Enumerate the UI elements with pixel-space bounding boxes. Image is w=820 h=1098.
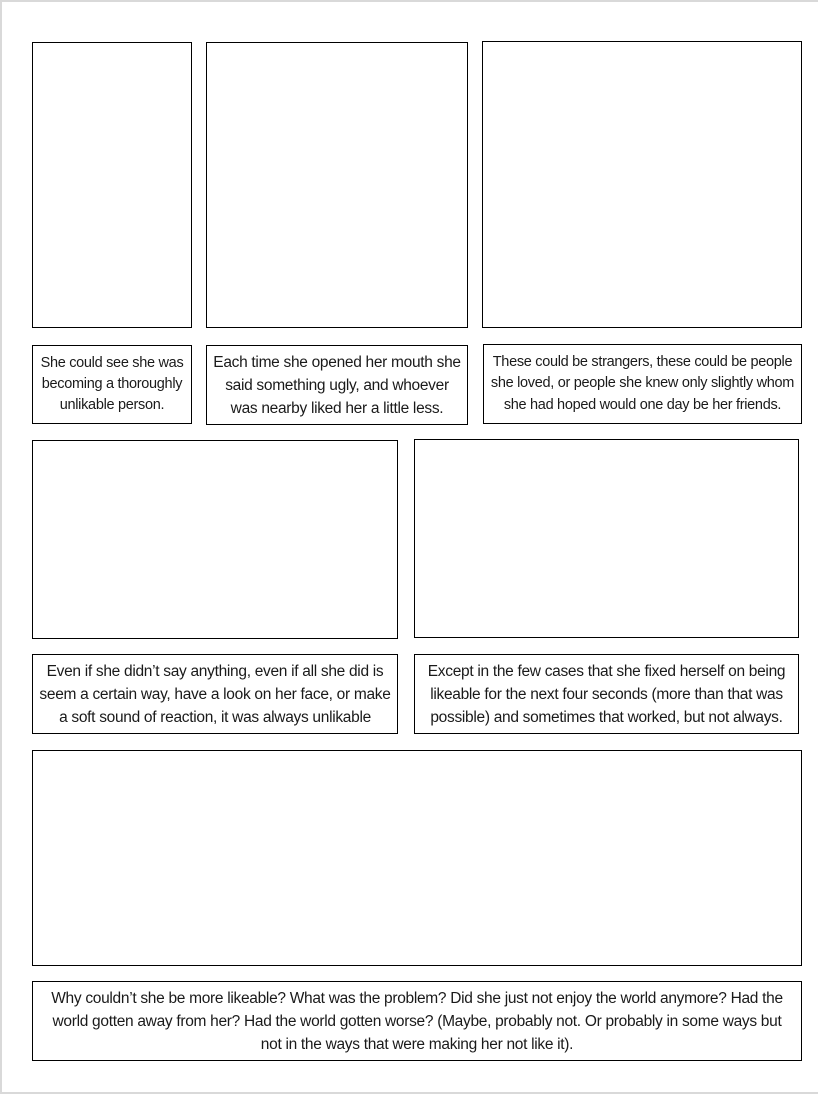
- comic-panel-1: [32, 42, 192, 328]
- comic-panel-2: [206, 42, 468, 328]
- caption-text-3: These could be strangers, these could be people she loved, or people she knew only slightly whom she had hoped would one day be her friends.: [490, 354, 795, 413]
- comic-panel-6: [32, 750, 802, 966]
- caption-box-6: [32, 981, 802, 1061]
- caption-box-1: [32, 345, 192, 424]
- caption-box-4: [32, 654, 398, 734]
- comic-panel-3: [482, 41, 802, 328]
- caption-text-2: Each time she opened her mouth she said something ugly, and whoever was nearby liked her a little less.: [213, 353, 461, 417]
- caption-text-1: She could see she was becoming a thoroughly unlikable person.: [40, 354, 184, 414]
- caption-box-3: [483, 344, 802, 424]
- caption-text-4: Even if she didn’t say anything, even if all she did is seem a certain way, have a look on her face, or make a soft sound of reaction, it was always unlikable: [39, 662, 391, 726]
- comic-panel-5: [414, 439, 799, 638]
- caption-box-5: [414, 654, 799, 734]
- caption-text-6: Why couldn’t she be more likeable? What was the problem? Did she just not enjoy the world anymore? Had the world gotten away from her? Had the world gotten worse? (Maybe, probably not. Or probably in some ways but not in the ways that were making her not like it).: [51, 989, 783, 1053]
- comic-panel-4: [32, 440, 398, 639]
- caption-box-2: [206, 345, 468, 425]
- caption-text-5: Except in the few cases that she fixed herself on being likeable for the next four seconds (more than that was possible) and sometimes that worked, but not always.: [427, 662, 786, 726]
